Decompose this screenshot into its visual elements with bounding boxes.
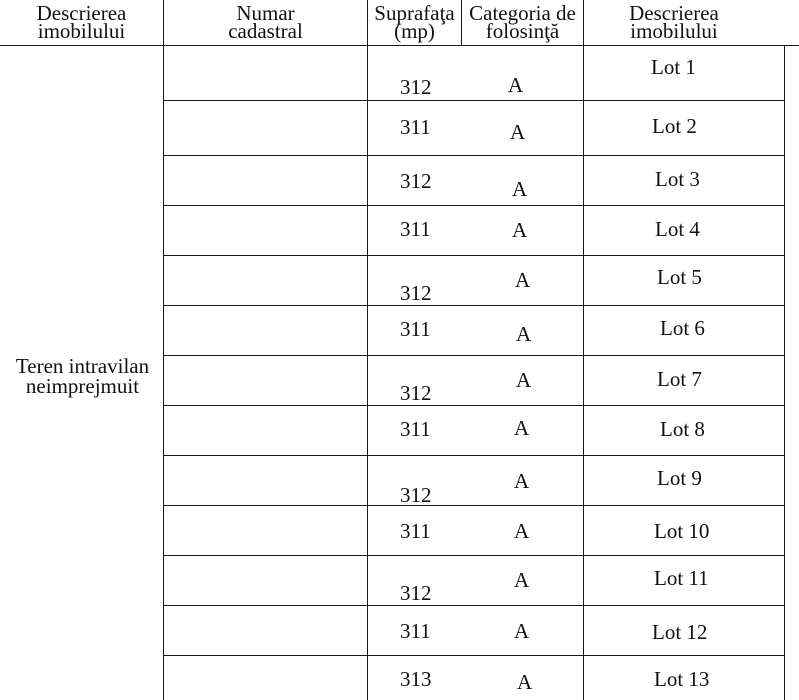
header-numar-cadastral-line2: cadastral	[228, 19, 303, 43]
row-category: A	[510, 120, 526, 144]
row-divider	[163, 305, 785, 306]
header-descriere-right-line2: imobilului	[630, 19, 718, 43]
row-lot: Lot 10	[654, 519, 710, 543]
row-divider	[163, 605, 785, 606]
row-divider	[163, 205, 785, 206]
body-right-border	[784, 45, 785, 700]
row-lot: Lot 11	[654, 566, 709, 590]
header-descriere-left-line2: imobilului	[37, 19, 126, 43]
row-divider	[163, 155, 785, 156]
row-lot: Lot 7	[657, 367, 702, 391]
row-area: 311	[400, 619, 431, 643]
header-descriere-left-line1: Descrierea	[36, 1, 127, 25]
header-suprafata-line2: (mp)	[394, 19, 435, 43]
row-area: 312	[400, 281, 432, 305]
row-category: A	[515, 268, 531, 292]
header-descriere-left	[0, 1, 163, 43]
row-area: 312	[400, 381, 432, 405]
row-category: A	[512, 218, 528, 242]
row-category: A	[514, 568, 530, 592]
row-lot: Lot 9	[657, 466, 702, 490]
row-category: A	[514, 469, 530, 493]
row-lot: Lot 3	[655, 167, 700, 191]
property-description-line1: Teren intravilan	[15, 354, 150, 378]
row-area: 311	[400, 417, 431, 441]
row-divider	[163, 405, 785, 406]
row-category: A	[514, 519, 530, 543]
header-suprafata-line1: Suprafaţa	[374, 1, 455, 25]
row-area: 311	[400, 217, 431, 241]
row-area: 312	[400, 169, 432, 193]
row-divider	[163, 355, 785, 356]
row-area: 311	[400, 519, 431, 543]
row-divider	[163, 505, 785, 506]
row-category: A	[517, 670, 533, 694]
row-lot: Lot 12	[652, 620, 708, 644]
property-description-line2: neimprejmuit	[25, 374, 140, 398]
row-lot: Lot 6	[660, 316, 705, 340]
header-categoria-line1: Categoria de	[469, 1, 576, 25]
row-divider	[163, 100, 785, 101]
row-area: 312	[400, 483, 432, 507]
body-divider-3	[583, 45, 584, 700]
row-lot: Lot 4	[655, 217, 700, 241]
header-suprafata	[368, 1, 461, 43]
row-category: A	[512, 177, 528, 201]
row-lot: Lot 5	[657, 265, 702, 289]
row-category: A	[514, 416, 530, 440]
row-area: 311	[400, 115, 431, 139]
row-area: 312	[400, 75, 432, 99]
row-divider	[163, 455, 785, 456]
row-lot: Lot 2	[652, 114, 697, 138]
row-lot: Lot 13	[654, 667, 710, 691]
header-categoria	[462, 1, 583, 43]
row-lot: Lot 1	[651, 55, 696, 79]
property-description	[0, 356, 165, 396]
row-category: A	[516, 322, 532, 346]
row-category: A	[508, 73, 524, 97]
header-numar-cadastral-line1: Numar	[236, 1, 295, 25]
row-category: A	[516, 368, 532, 392]
header-categoria-line2: folosinţă	[485, 19, 560, 43]
row-lot: Lot 8	[660, 417, 705, 441]
header-descriere-right-line1: Descrierea	[629, 1, 719, 25]
row-area: 311	[400, 317, 431, 341]
row-divider	[163, 255, 785, 256]
row-divider	[163, 655, 785, 656]
body-divider-2	[367, 45, 368, 700]
row-category: A	[514, 619, 530, 643]
header-descriere-right	[584, 1, 764, 43]
header-numar-cadastral	[164, 1, 367, 43]
row-area: 313	[400, 667, 432, 691]
row-divider	[163, 555, 785, 556]
row-area: 312	[400, 581, 432, 605]
header-bottom-border	[0, 45, 799, 46]
